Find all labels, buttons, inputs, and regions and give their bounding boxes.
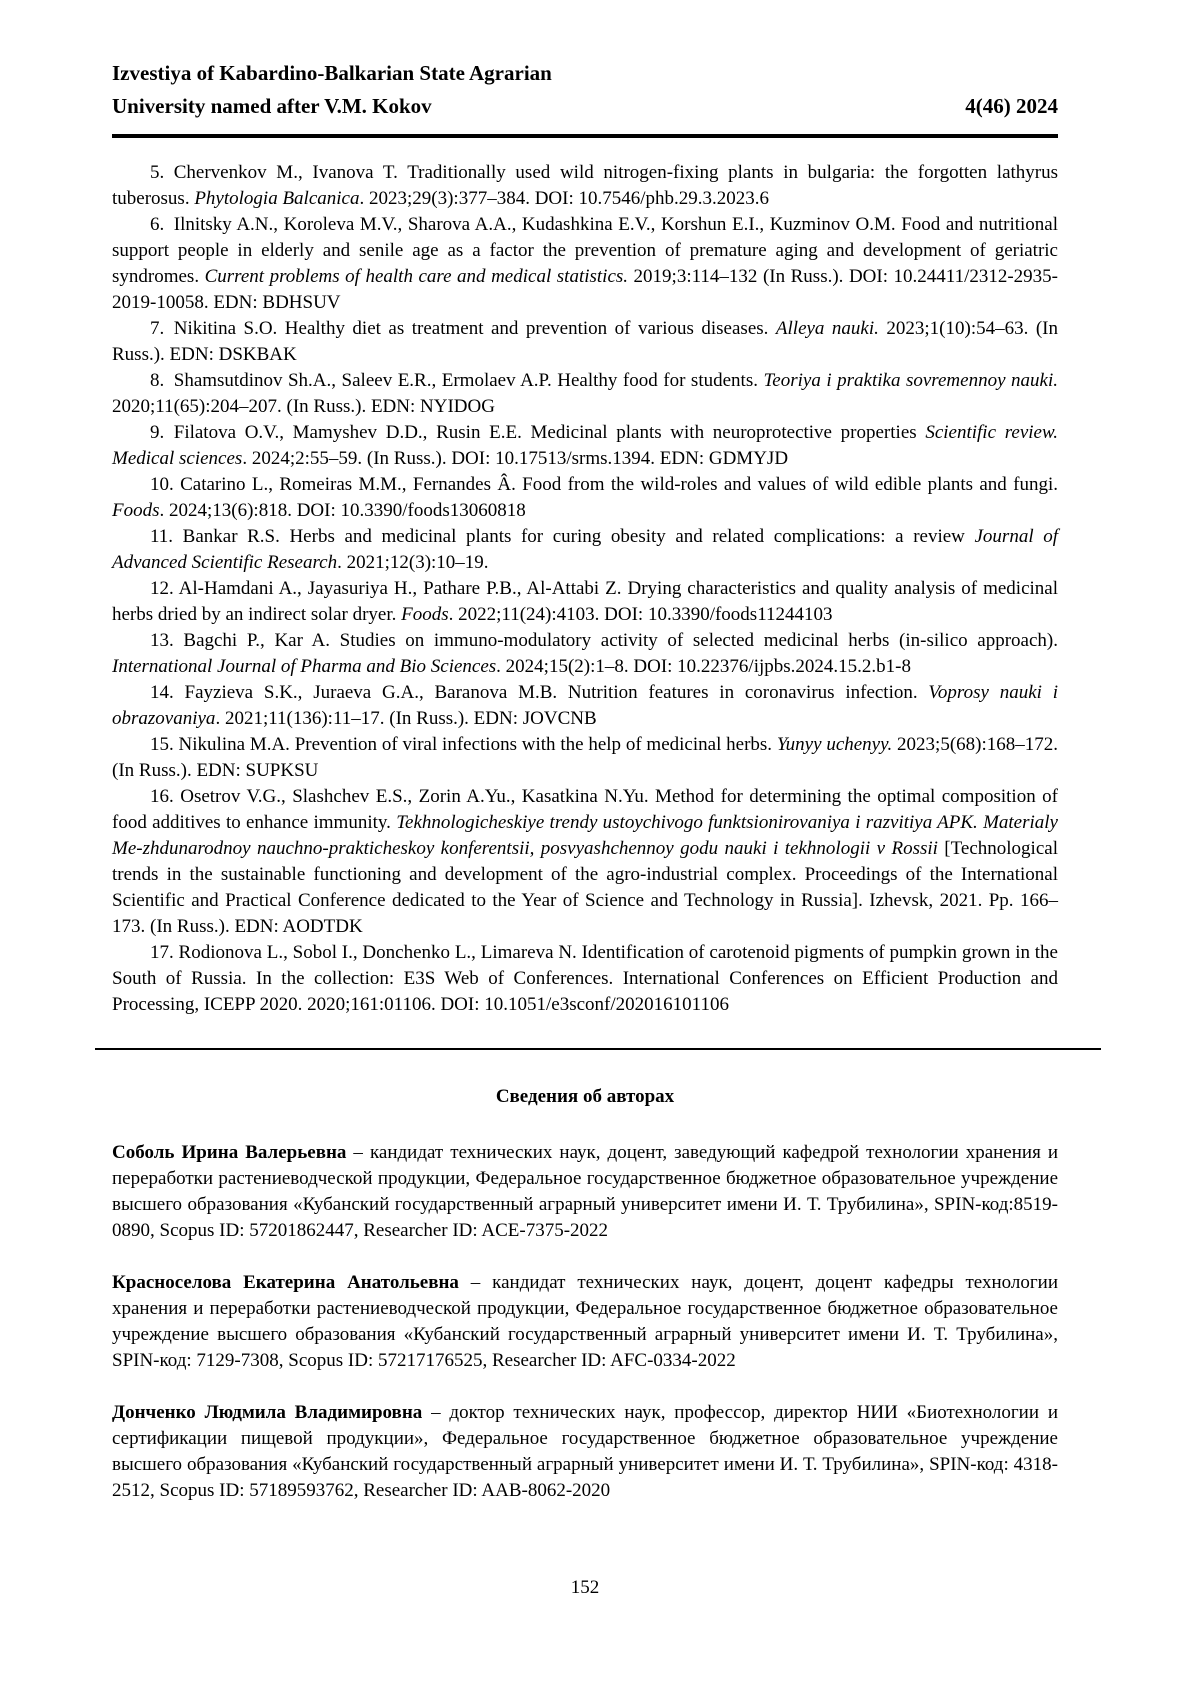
- reference-text: 6. Ilnitsky A.N., Koroleva M.V., Sharova A.A., Kudashkina E.V., Korshun E.I., Kuzminov O.M. Food and nutritional support people in elderly and senile age as a factor the prevention of premature aging and development of geriatric syndromes.: [112, 214, 1058, 287]
- author-entry: [112, 1270, 1058, 1374]
- reference-text: 14. Fayzieva S.K., Juraeva G.A., Baranova M.B. Nutrition features in coronavirus infection.: [150, 682, 929, 703]
- reference-text: 8. Shamsutdinov Sh.A., Saleev E.R., Ermolaev A.P. Healthy food for students.: [150, 370, 764, 391]
- reference-item: [112, 680, 1058, 732]
- references-list: [112, 160, 1058, 1018]
- authors-heading: Сведения об авторах: [495, 1086, 675, 1107]
- reference-text: Journal of Advanced Scientific Research: [112, 526, 1058, 573]
- journal-title: [112, 57, 552, 123]
- reference-item: [112, 576, 1058, 628]
- author-details: – доктор технических наук, профессор, директор НИИ «Биотехнологии и сертификации пищевой продукции», Федеральное государственное бюджетное образовательное учреждение высшего образования «Кубанский государственный аграрный университет имени И. Т. Трубилина», SPIN-код: 4318-2512, Scopus ID: 57189593762, Researcher ID: AAB-8062-2020: [112, 1402, 1058, 1501]
- section-divider: [95, 1048, 1101, 1050]
- reference-text: 17. Rodionova L., Sobol I., Donchenko L., Limareva N. Identification of carotenoid pigments of pumpkin grown in the South of Russia. In the collection: E3S Web of Conferences. International Conferences on Efficient Production and Processing, ICEPP 2020. 2020;161:01106. DOI: 10.1051/e3sconf/202016101106: [112, 942, 1058, 1015]
- issue-number: 4(46) 2024: [965, 94, 1058, 118]
- reference-item: [112, 732, 1058, 784]
- reference-text: Teoriya i praktika sovremennoy nauki.: [763, 370, 1058, 391]
- reference-text: Scientific review. Medical sciences: [112, 422, 1058, 469]
- reference-text: . 2024;15(2):1–8. DOI: 10.22376/ijpbs.2024.15.2.b1-8: [496, 656, 911, 677]
- author-name: Красноселова Екатерина Анатольевна: [112, 1272, 459, 1293]
- reference-text: 15. Nikulina M.A. Prevention of viral infections with the help of medicinal herbs.: [150, 734, 777, 755]
- page-number: 152: [570, 1577, 600, 1598]
- reference-text: 12. Al-Hamdani A., Jayasuriya H., Pathare P.B., Al-Attabi Z. Drying characteristics and quality analysis of medicinal herbs dried by an indirect solar dryer.: [112, 578, 1058, 625]
- reference-item: [112, 628, 1058, 680]
- reference-text: 13. Bagchi P., Kar A. Studies on immuno-modulatory activity of selected medicinal herbs (in-silico approach).: [150, 630, 1058, 651]
- reference-item: [112, 472, 1058, 524]
- reference-text: Alleya nauki.: [775, 318, 879, 339]
- reference-text: . 2023;29(3):377–384. DOI: 10.7546/phb.29.3.2023.6: [359, 188, 770, 209]
- reference-text: 9. Filatova O.V., Mamyshev D.D., Rusin E.E. Medicinal plants with neuroprotective properties: [150, 422, 926, 443]
- reference-item: [112, 160, 1058, 212]
- reference-text: . 2024;2:55–59. (In Russ.). DOI: 10.17513/srms.1394. EDN: GDMYJD: [242, 448, 789, 469]
- author-details: – кандидат технических наук, доцент, заведующий кафедрой технологии хранения и переработки растениеводческой продукции, Федеральное государственное бюджетное образовательное учреждение высшего образования «Кубанский государственный аграрный университет имени И. Т. Трубилина», SPIN-код:8519-0890, Scopus ID: 57201862447, Researcher ID: ACE-7375-2022: [112, 1142, 1059, 1241]
- reference-item: [112, 524, 1058, 576]
- reference-item: [112, 316, 1058, 368]
- reference-text: Yunyy uchenyy.: [776, 734, 893, 755]
- header-rule: [112, 134, 1058, 138]
- reference-text: 2020;11(65):204–207. (In Russ.). EDN: NYIDOG: [112, 396, 495, 417]
- reference-text: . 2021;11(136):11–17. (In Russ.). EDN: JOVCNB: [215, 708, 597, 729]
- author-entry: [112, 1140, 1058, 1244]
- author-details: – кандидат технических наук, доцент, доцент кафедры технологии хранения и переработки растениеводческой продукции, Федеральное государственное бюджетное образовательное учреждение высшего образования «Кубанский государственный аграрный университет имени И. Т. Трубилина», SPIN-код: 7129-7308, Scopus ID: 57217176525, Researcher ID: AFC-0334-2022: [112, 1272, 1059, 1371]
- reference-text: . 2021;12(3):10–19.: [337, 552, 489, 573]
- reference-text: International Journal of Pharma and Bio Sciences: [112, 656, 497, 677]
- reference-text: 2019;3:114–132 (In Russ.). DOI: 10.24411/2312-2935-2019-10058. EDN: BDHSUV: [112, 266, 1058, 313]
- journal-header: [112, 0, 1058, 123]
- reference-item: [112, 212, 1058, 316]
- reference-text: Tekhnologicheskiye trendy ustoychivogo funktsionirovaniya i razvitiya APK. Materialy Me-zhdunarodnoy nauchno-prakticheskoy konferentsii, posvyashchennoy godu nauki i tekhnologii v Rossii: [112, 812, 1058, 859]
- authors-list: [112, 1140, 1058, 1504]
- reference-text: Foods: [401, 604, 449, 625]
- reference-text: 5. Chervenkov M., Ivanova T. Traditionally used wild nitrogen-fixing plants in bulgaria: the forgotten lathyrus tuberosus.: [112, 162, 1058, 209]
- reference-text: 2023;5(68):168–172. (In Russ.). EDN: SUPKSU: [112, 734, 1059, 781]
- reference-text: [Technological trends in the sustainable functioning and development of the agro-industrial complex. Proceedings of the International Scientific and Practical Conference dedicated to the Year of Science and Technology in Russia]. Izhevsk, 2021. Pp. 166–173. (In Russ.). EDN: AODTDK: [112, 838, 1058, 937]
- reference-text: Voprosy nauki i obrazovaniya: [112, 682, 1058, 729]
- journal-title-line2: University named after V.M. Kokov: [112, 94, 432, 118]
- reference-item: [112, 940, 1058, 1018]
- reference-text: Foods: [112, 500, 160, 521]
- journal-title-line1: Izvestiya of Kabardino-Balkarian State Agrarian: [112, 61, 552, 85]
- reference-text: Phytologia Balcanica: [194, 188, 360, 209]
- author-entry: [112, 1400, 1058, 1504]
- reference-item: [112, 420, 1058, 472]
- author-name: Соболь Ирина Валерьевна: [112, 1142, 347, 1163]
- author-name: Донченко Людмила Владимировна: [112, 1402, 423, 1423]
- reference-text: Current problems of health care and medical statistics.: [204, 266, 629, 287]
- reference-text: 7. Nikitina S.O. Healthy diet as treatment and prevention of various diseases.: [150, 318, 776, 339]
- reference-item: [112, 368, 1058, 420]
- reference-text: . 2022;11(24):4103. DOI: 10.3390/foods11244103: [448, 604, 833, 625]
- reference-text: 2023;1(10):54–63. (In Russ.). EDN: DSKBAK: [112, 318, 1059, 365]
- reference-text: 16. Osetrov V.G., Slashchev E.S., Zorin A.Yu., Kasatkina N.Yu. Method for determining the optimal composition of food additives to enhance immunity.: [112, 786, 1058, 833]
- reference-text: . 2024;13(6):818. DOI: 10.3390/foods13060818: [159, 500, 526, 521]
- reference-text: 10. Catarino L., Romeiras M.M., Fernandes Â. Food from the wild-roles and values of wild edible plants and fungi.: [150, 474, 1058, 495]
- reference-text: 11. Bankar R.S. Herbs and medicinal plants for curing obesity and related complications: a review: [150, 526, 975, 547]
- reference-item: [112, 784, 1058, 940]
